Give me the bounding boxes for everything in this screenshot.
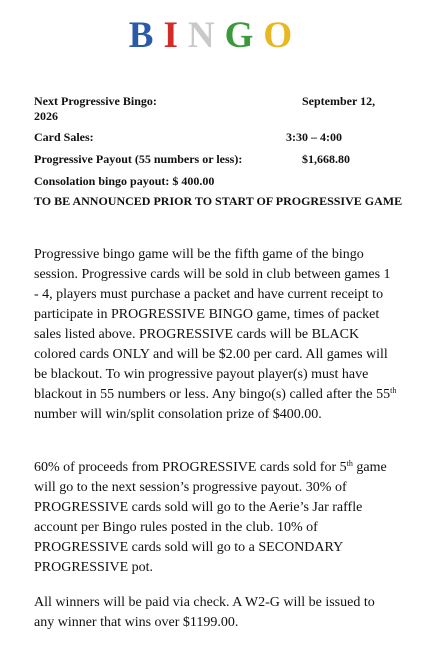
paragraph-rules-sup: th (390, 386, 397, 395)
paragraph-proceeds (34, 458, 398, 578)
paragraph-proceeds-sup: th (346, 459, 353, 468)
paragraph-rules-text-2: number will win/split consolation prize of $400.00. (34, 407, 322, 422)
paragraph-proceeds-text-2: game will go to the next session’s progressive payout. 30% of PROGRESSIVE cards sold will go to the Aerie’s Jar raffle account per Bingo rules posted in the club. 10% of PROGRESSIVE cards sold will go to a SECONDARY PROGRESSIVE pot. (34, 460, 387, 575)
title-letter-b: B (128, 15, 164, 56)
title-letter-g: G (224, 15, 264, 56)
consolation-text: Consolation bingo payout: $ 400.00 (34, 174, 215, 188)
next-progressive-year: 2026 (34, 109, 58, 123)
bingo-title (0, 14, 431, 58)
title-letter-o: O (263, 15, 303, 56)
announce-notice: TO BE ANNOUNCED PRIOR TO START OF PROGRESSIVE GAME (34, 194, 403, 208)
paragraph-winners: All winners will be paid via check. A W2-G will be issued to any winner that wins over $1199.00. (34, 595, 375, 630)
card-sales-time: 3:30 – 4:00 (286, 130, 342, 144)
paragraph-rules-text-1: Progressive bingo game will be the fifth game of the bingo session. Progressive cards will be sold in club between games 1 - 4, players must purchase a packet and have current receipt to participate in PROGRESSIVE BINGO game, times of packet sales listed above. PROGRESSIVE cards will be BLACK colored cards ONLY and will be $2.00 per card. All games will be blackout. To win progressive payout player(s) must have blackout in 55 numbers or less. Any bingo(s) called after the 55 (34, 247, 391, 402)
payout-amount: $1,668.80 (302, 152, 350, 166)
card-sales-label: Card Sales: (34, 130, 94, 144)
title-letter-n: N (187, 15, 225, 56)
paragraph-rules (34, 245, 398, 425)
title-letter-i: I (163, 15, 188, 56)
next-progressive-date: September 12, (302, 94, 376, 108)
payout-label: Progressive Payout (55 numbers or less): (34, 152, 243, 166)
next-progressive-label: Next Progressive Bingo: (34, 94, 157, 108)
paragraph-proceeds-text-1: 60% of proceeds from PROGRESSIVE cards sold for 5 (34, 460, 347, 475)
